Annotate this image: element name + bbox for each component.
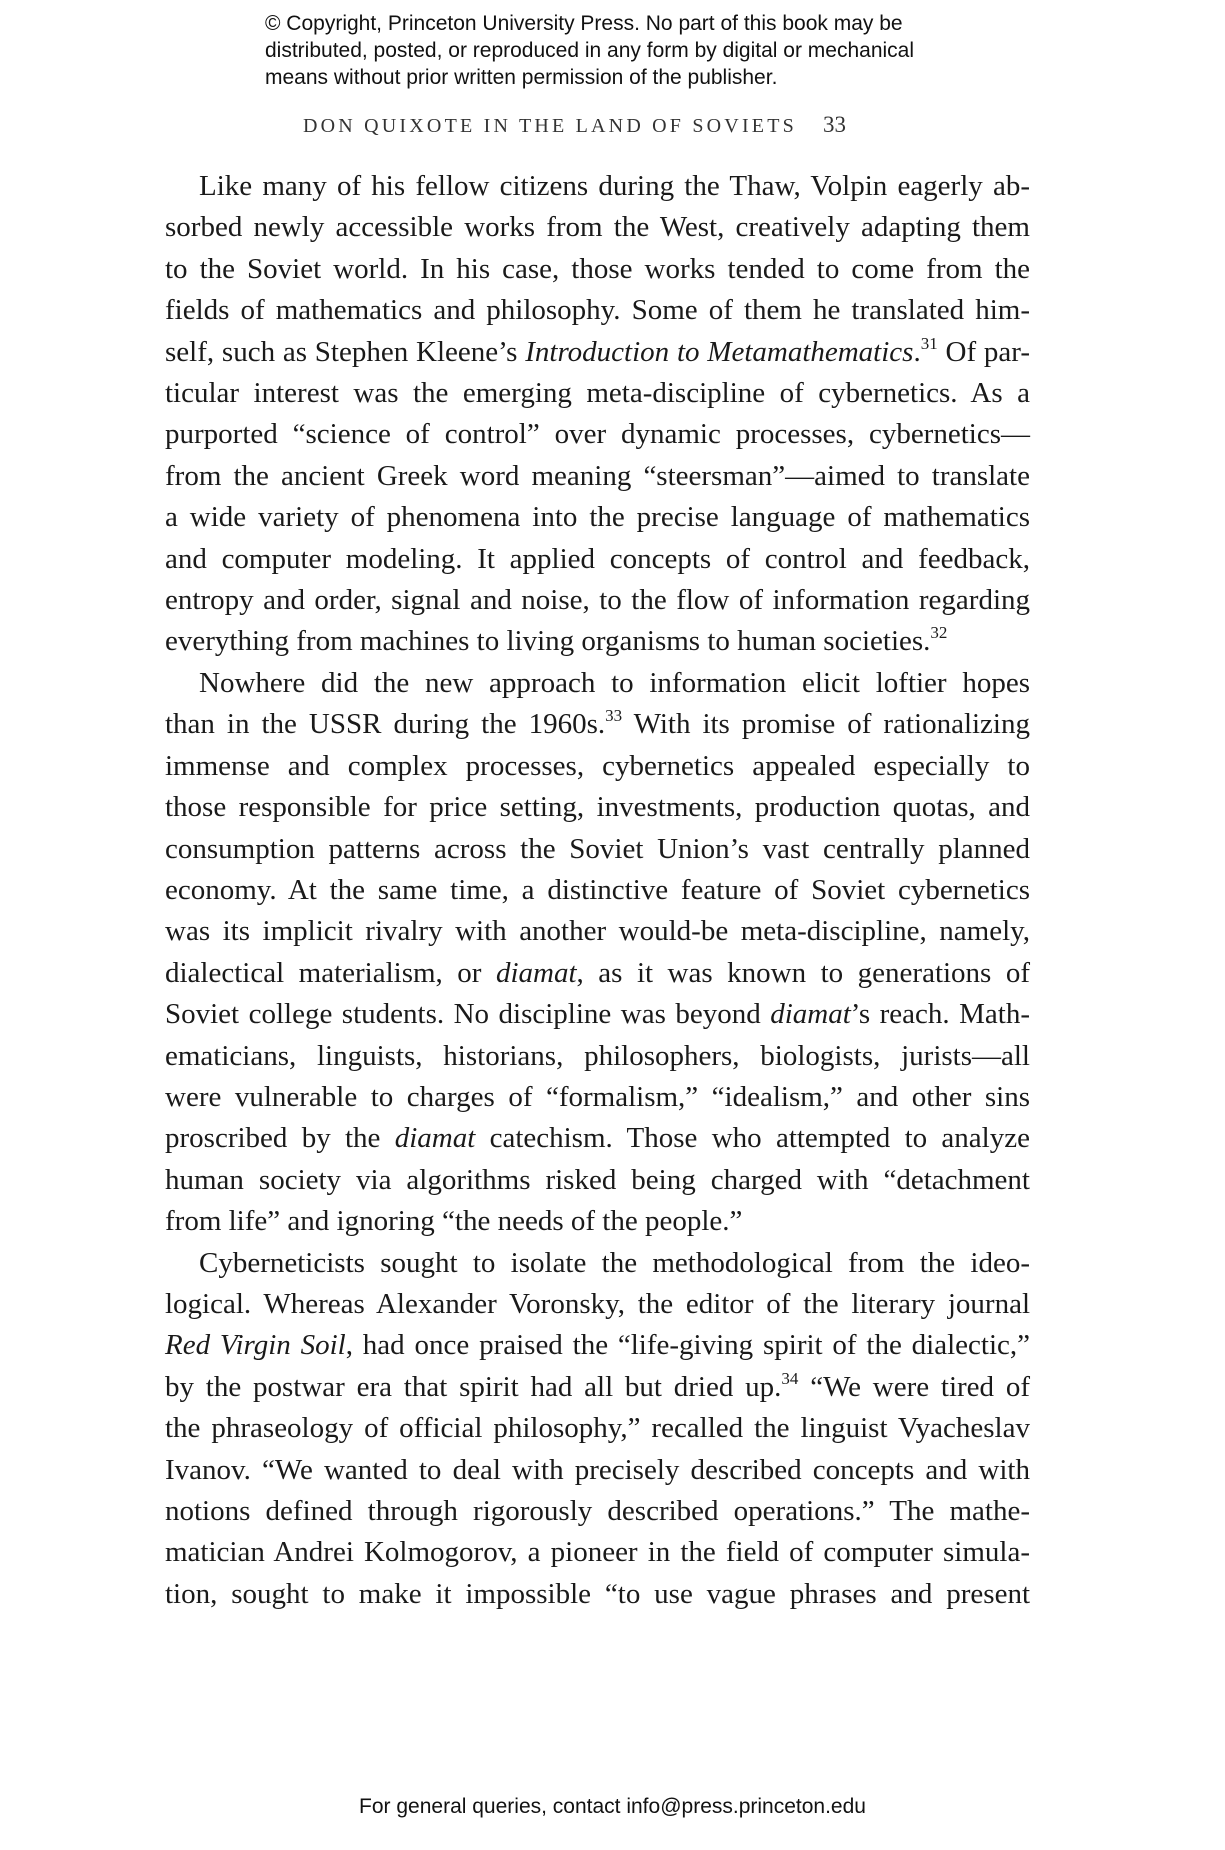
text-line: from life” and ignoring “the needs of the people.” <box>165 1205 743 1238</box>
text-run: , had once praised the “life-giving spirit of the dialectic,” <box>345 1329 1030 1362</box>
text-run: by the postwar era that spirit had all but dried up. <box>165 1370 782 1403</box>
italic-term: diamat <box>770 998 851 1031</box>
running-head <box>303 112 903 138</box>
text-line <box>165 704 1030 745</box>
text-line: ticular interest was the emerging meta-discipline of cybernetics. As a <box>165 377 1030 410</box>
copyright-notice <box>265 10 1025 91</box>
footnote-ref-32: 32 <box>930 623 948 643</box>
page-number: 33 <box>822 112 846 137</box>
text-line: from the ancient Greek word meaning “steersman”—aimed to translate <box>165 459 1030 492</box>
text-line <box>165 1118 1030 1159</box>
text-line: tion, sought to make it impossible “to use vague phrases and present <box>165 1577 1030 1610</box>
journal-title: Red Virgin Soil <box>165 1329 346 1362</box>
copyright-line: means without prior written permission of the publisher. <box>265 66 778 89</box>
text-line: purported “science of control” over dynamic processes, cybernetics— <box>165 418 1030 451</box>
text-line <box>165 1367 1030 1408</box>
footer-contact: For general queries, contact info@press.princeton.edu <box>359 1795 866 1818</box>
italic-term: diamat <box>394 1122 476 1155</box>
text-line: to the Soviet world. In his case, those works tended to come from the <box>165 252 1030 285</box>
text-line: ematicians, linguists, historians, philosophers, biologists, jurists—all <box>165 1039 1030 1072</box>
text-line: consumption patterns across the Soviet Union’s vast centrally planned <box>165 832 1030 865</box>
text-line: immense and complex processes, cybernetics appealed especially to <box>165 749 1030 782</box>
body-text <box>165 166 1030 1615</box>
footnote-ref-31: 31 <box>920 333 938 353</box>
text-line: the phraseology of official philosophy,” recalled the linguist Vyacheslav <box>165 1412 1030 1445</box>
running-head-title: DON QUIXOTE IN THE LAND OF SOVIETS <box>303 115 797 137</box>
text-line: those responsible for price setting, investments, production quotas, and <box>165 791 1030 824</box>
text-line <box>165 621 1030 662</box>
text-line <box>165 1325 1030 1366</box>
text-run: “We were tired of <box>798 1370 1031 1403</box>
text-run: catechism. Those who attempted to analyze <box>475 1122 1030 1155</box>
text-line: Ivanov. “We wanted to deal with precisely described concepts and with <box>165 1453 1030 1486</box>
footnote-ref-33: 33 <box>605 706 623 726</box>
text-run: proscribed by the <box>165 1122 395 1155</box>
text-run: everything from machines to living organisms to human societies. <box>165 625 931 658</box>
footnote-ref-34: 34 <box>781 1368 799 1388</box>
text-run: ’s reach. Math- <box>850 998 1030 1031</box>
text-line: notions defined through rigorously described operations.” The mathe- <box>165 1495 1030 1527</box>
text-run: dialectical materialism, or <box>165 956 496 989</box>
text-line: Cyberneticists sought to isolate the methodological from the ideo- <box>199 1246 1030 1279</box>
text-line: Like many of his fellow citizens during the Thaw, Volpin eagerly ab- <box>199 170 1030 202</box>
text-line: human society via algorithms risked being charged with “detachment <box>165 1163 1030 1196</box>
book-title: Introduction to Metamathematics <box>525 335 914 368</box>
text-line: matician Andrei Kolmogorov, a pioneer in the field of computer simula- <box>165 1536 1030 1569</box>
text-line: sorbed newly accessible works from the West, creatively adapting them <box>165 211 1030 244</box>
text-run: . <box>913 335 921 368</box>
text-line <box>165 953 1030 994</box>
text-line <box>165 994 1030 1035</box>
copyright-line: © Copyright, Princeton University Press. No part of this book may be <box>265 12 903 35</box>
text-line: a wide variety of phenomena into the precise language of mathematics <box>165 501 1030 534</box>
text-run: Soviet college students. No discipline was beyond <box>165 998 771 1031</box>
text-run: Of par- <box>937 335 1030 368</box>
text-run: , as it was known to generations of <box>576 956 1031 989</box>
text-line: economy. At the same time, a distinctive feature of Soviet cybernetics <box>165 873 1030 906</box>
text-line: entropy and order, signal and noise, to the flow of information regarding <box>165 584 1030 617</box>
text-line: were vulnerable to charges of “formalism,” “idealism,” and other sins <box>165 1080 1030 1113</box>
text-line: was its implicit rivalry with another would-be meta-discipline, namely, <box>165 915 1030 948</box>
text-run: than in the USSR during the 1960s. <box>165 708 606 741</box>
text-run: With its promise of rationalizing <box>622 708 1030 741</box>
text-line: Nowhere did the new approach to information elicit loftier hopes <box>199 666 1030 699</box>
text-run: self, such as Stephen Kleene’s <box>165 335 526 368</box>
text-line <box>165 332 1030 373</box>
text-line: and computer modeling. It applied concepts of control and feedback, <box>165 542 1030 575</box>
italic-term: diamat <box>495 956 577 989</box>
text-line: fields of mathematics and philosophy. Some of them he translated him- <box>165 294 1030 327</box>
text-line: logical. Whereas Alexander Voronsky, the editor of the literary journal <box>165 1287 1030 1320</box>
copyright-line: distributed, posted, or reproduced in any form by digital or mechanical <box>265 39 915 62</box>
